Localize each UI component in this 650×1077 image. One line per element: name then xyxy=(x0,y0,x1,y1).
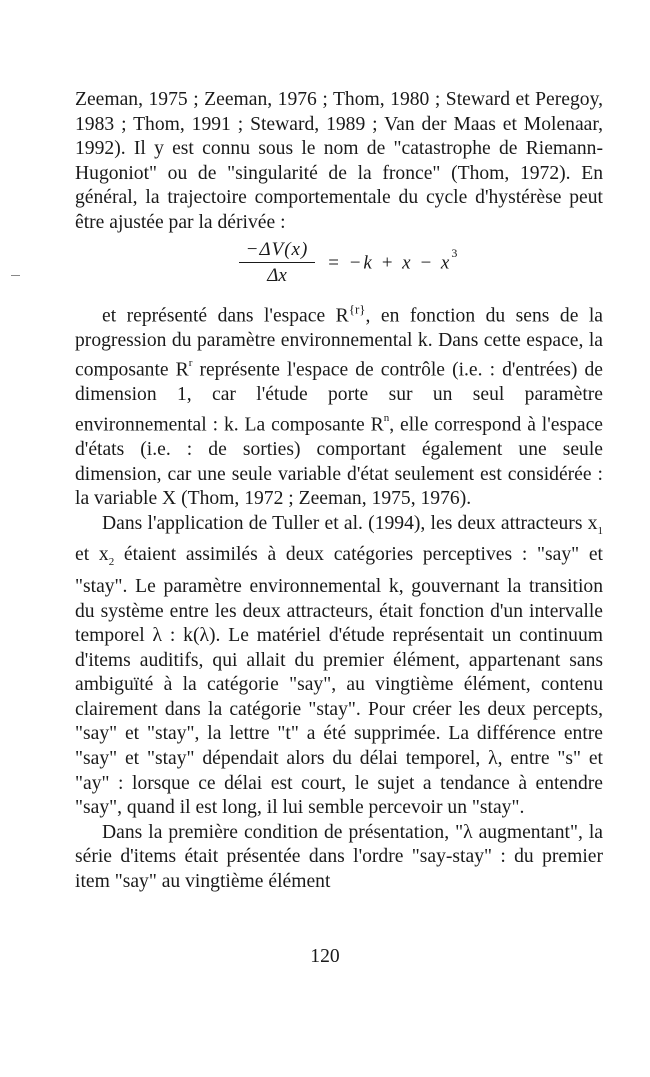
formula-rhs-text: = −k + x − x xyxy=(327,251,452,273)
formula-numerator: −ΔV(x) xyxy=(245,238,309,260)
paragraph-4 xyxy=(75,821,603,895)
paragraph-2-text-c: représente l'espace de contrôle (i.e. : d'entrées) de dimension 1, car l'étude porte sur un seul paramètre environnemental : k. La composante R xyxy=(75,359,603,436)
formula-fraction xyxy=(235,238,319,287)
paragraph-3-text-b: et x xyxy=(75,544,109,566)
page-number: 120 xyxy=(310,946,340,967)
control-space-superscript: r xyxy=(188,357,193,370)
paragraph-2 xyxy=(75,298,603,512)
formula-right-hand-side xyxy=(327,245,460,274)
paragraph-1 xyxy=(75,88,603,236)
paragraph-2-text-d: , elle correspond à l'espace d'états (i.e. : de sorties) comportant également une seule dimension, car une seule variable d'état seulement est considérée : la variable X (Thom, 1972 ; Zeeman, 1975, 1976). xyxy=(75,414,603,510)
space-superscript: {r} xyxy=(348,301,366,317)
paragraph-3-text-c: étaient assimilés à deux catégories perceptives : "say" et "stay". Le paramètre environnemental k, gouvernant la transition du système entre les deux attracteurs, était fonction d'un intervalle temporel λ : k(λ). Le matériel d'étude représentait un continuum d'items auditifs, qui allait du premier élément, appartenant sans ambiguïté à la catégorie "say", au vingtième élément, contenu clairement dans la catégorie "stay". Pour créer les deux percepts, "say" et "stay", la lettre "t" a été supprimée. La différence entre "say" et "stay" dépendait alors du délai temporel, λ, entre "s" et "ay" : lorsque ce délai est court, le sujet a tendance à entendre "say", quand il est long, il lui semble percevoir un "stay". xyxy=(75,544,603,819)
paragraph-1-text: Zeeman, 1975 ; Zeeman, 1976 ; Thom, 1980 ; Steward et Peregoy, 1983 ; Thom, 1991 ; Steward, 1989 ; Van der Maas et Molenaar, 1992). Il y est connu sous le nom de "catastrophe de Riemann-Hugoniot" ou de "singularité de la fronce" (Thom, 1972). En général, la trajectoire comportementale du cycle d'hystérèse peut être ajustée par la dérivée : xyxy=(75,89,603,233)
attractor-subscript-2: 2 xyxy=(108,556,115,569)
margin-mark xyxy=(11,275,20,276)
paragraph-3-text-a: Dans l'application de Tuller et al. (1994), les deux attracteurs x xyxy=(102,512,598,534)
paragraph-2-text-a: et représenté dans l'espace R xyxy=(102,305,349,327)
paragraph-3 xyxy=(75,512,603,821)
page-body xyxy=(75,88,603,895)
formula-exponent: 3 xyxy=(451,245,460,260)
paragraph-4-text: Dans la première condition de présentation, "λ augmentant", la série d'items était présentée dans l'ordre "say-stay" : du premier item "say" au vingtième élément xyxy=(75,821,603,893)
attractor-subscript-1: 1 xyxy=(597,524,603,537)
derivative-formula xyxy=(75,238,603,294)
formula-denominator: Δx xyxy=(267,264,287,286)
state-space-superscript: n xyxy=(383,412,390,424)
paragraph-2-text-b: , en fonction du sens de la progression du paramètre environnemental k. Dans cette espace, la composante R xyxy=(75,305,603,381)
